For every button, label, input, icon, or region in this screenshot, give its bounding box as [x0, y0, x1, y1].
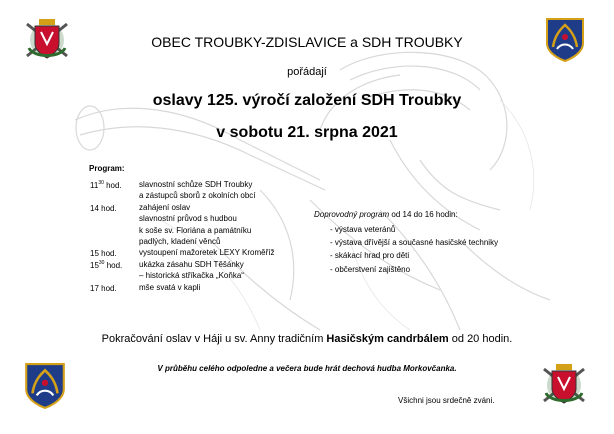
program-item-description: ukázka zásahu SDH Těšánky — [139, 259, 244, 269]
program-item-description: k soše sv. Floriána a památníku — [139, 225, 252, 235]
continuation-bold: Hasičským candrbálem — [326, 333, 449, 345]
program-time-value: 11 — [90, 181, 99, 190]
side-program-item: - občerstvení zajištěno — [330, 264, 411, 274]
program-time-value: 14 hod. — [90, 203, 117, 213]
program-item-description: a zástupců sborů z okolních obcí — [139, 191, 256, 201]
program-item-description: zahájení oslav — [139, 202, 191, 212]
organizers-verb: pořádají — [287, 66, 327, 78]
event-date: v sobotu 21. srpna 2021 — [216, 124, 398, 141]
program-time — [90, 260, 122, 270]
continuation-after: od 20 hodin. — [448, 333, 513, 345]
welcome-text: Všichni jsou srdečně zváni. — [398, 396, 495, 405]
program-time — [90, 203, 117, 213]
program-time-minutes: 30 — [98, 259, 105, 266]
side-program-heading-italic: Doprovodný program — [314, 210, 390, 219]
program-time — [90, 283, 117, 293]
program-item-description: padlých, kladení věnců — [139, 237, 221, 246]
side-program-item: - skákací hrad pro děti — [330, 251, 410, 261]
side-program-heading-rest: od 14 do 16 hodin: — [389, 210, 458, 219]
continuation-before: Pokračování oslav v Háji u sv. Anny tradičním — [101, 333, 327, 345]
organizers-heading: OBEC TROUBKY-ZDISLAVICE a SDH TROUBKY — [151, 34, 463, 50]
program-time-value: 15 hod. — [90, 249, 117, 259]
side-program-item: - výstava veteránů — [330, 225, 396, 234]
music-note: V průběhu celého odpoledne a večera bude hrát dechová hudba Morkovčanka. — [157, 364, 457, 373]
program-item-description: slavnostní průvod s hudbou — [139, 214, 237, 224]
program-item-description: slavnostní schůze SDH Troubky — [139, 180, 253, 189]
side-program-item: - výstava dřívější a současné hasičské techniky — [330, 238, 499, 248]
program-heading: Program: — [89, 164, 125, 173]
continuation-text — [0, 333, 614, 345]
program-item-description: vystoupení mažoretek LEXY Kroměříž — [139, 248, 275, 258]
program-time — [90, 180, 122, 190]
program-time — [90, 248, 117, 258]
program-item-description: mše svatá v kapli — [139, 282, 201, 292]
program-item-description: – historická stříkačka „Koňka“ — [139, 271, 244, 281]
program-time-minutes: 30 — [98, 180, 104, 186]
program-time-suffix: hod. — [104, 260, 123, 270]
event-title: oslavy 125. výročí založení SDH Troubky — [152, 92, 462, 109]
program-time-value: 15 — [90, 260, 99, 270]
side-program-heading — [314, 210, 458, 219]
program-time-value: 17 hod. — [90, 283, 117, 293]
firefighter-sketch-background — [60, 40, 570, 340]
program-time-suffix: hod. — [103, 181, 122, 190]
